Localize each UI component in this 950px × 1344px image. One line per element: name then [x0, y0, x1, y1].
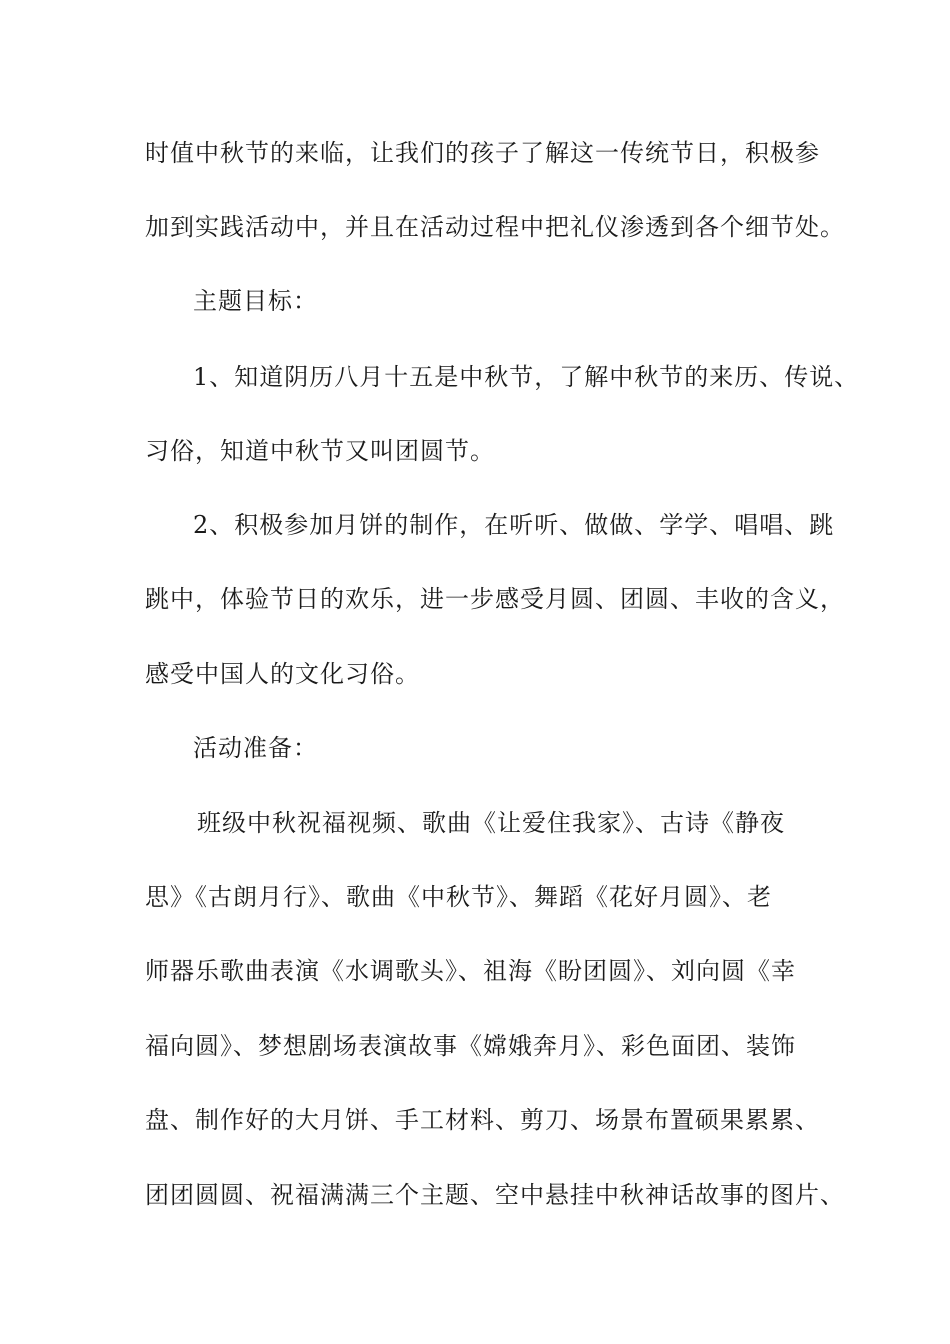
paragraph-line: 时值中秋节的来临，让我们的孩子了解这一传统节日，积极参 [145, 139, 820, 167]
paragraph-line: 团团圆圆、祝福满满三个主题、空中悬挂中秋神话故事的图片、 [145, 1181, 845, 1209]
paragraph-line: 师器乐歌曲表演《水调歌头》、祖海《盼团圆》、刘向圆《幸 [145, 957, 796, 985]
paragraph-line: 感受中国人的文化习俗。 [145, 660, 420, 688]
paragraph-line: 加到实践活动中，并且在活动过程中把礼仪渗透到各个细节处。 [145, 213, 845, 241]
paragraph-line: 盘、制作好的大月饼、手工材料、剪刀、场景布置硕果累累、 [145, 1106, 820, 1134]
paragraph-line: 福向圆》、梦想剧场表演故事《嫦娥奔月》、彩色面团、装饰 [145, 1032, 796, 1060]
section-heading-preparation: 活动准备： [193, 734, 318, 762]
paragraph-line: 思》《古朗月行》、歌曲《中秋节》、舞蹈《花好月圆》、老 [145, 883, 772, 911]
section-heading-goals: 主题目标： [193, 287, 318, 315]
paragraph-line: 习俗，知道中秋节又叫团圆节。 [145, 437, 495, 465]
paragraph-line: 班级中秋祝福视频、歌曲《让爱住我家》、古诗《静夜 [197, 809, 785, 837]
paragraph-line: 跳中，体验节日的欢乐，进一步感受月圆、团圆、丰收的含义， [145, 585, 845, 613]
paragraph-line: 1、知道阴历八月十五是中秋节，了解中秋节的来历、传说、 [193, 363, 860, 391]
paragraph-line: 2、积极参加月饼的制作，在听听、做做、学学、唱唱、跳 [193, 511, 835, 539]
